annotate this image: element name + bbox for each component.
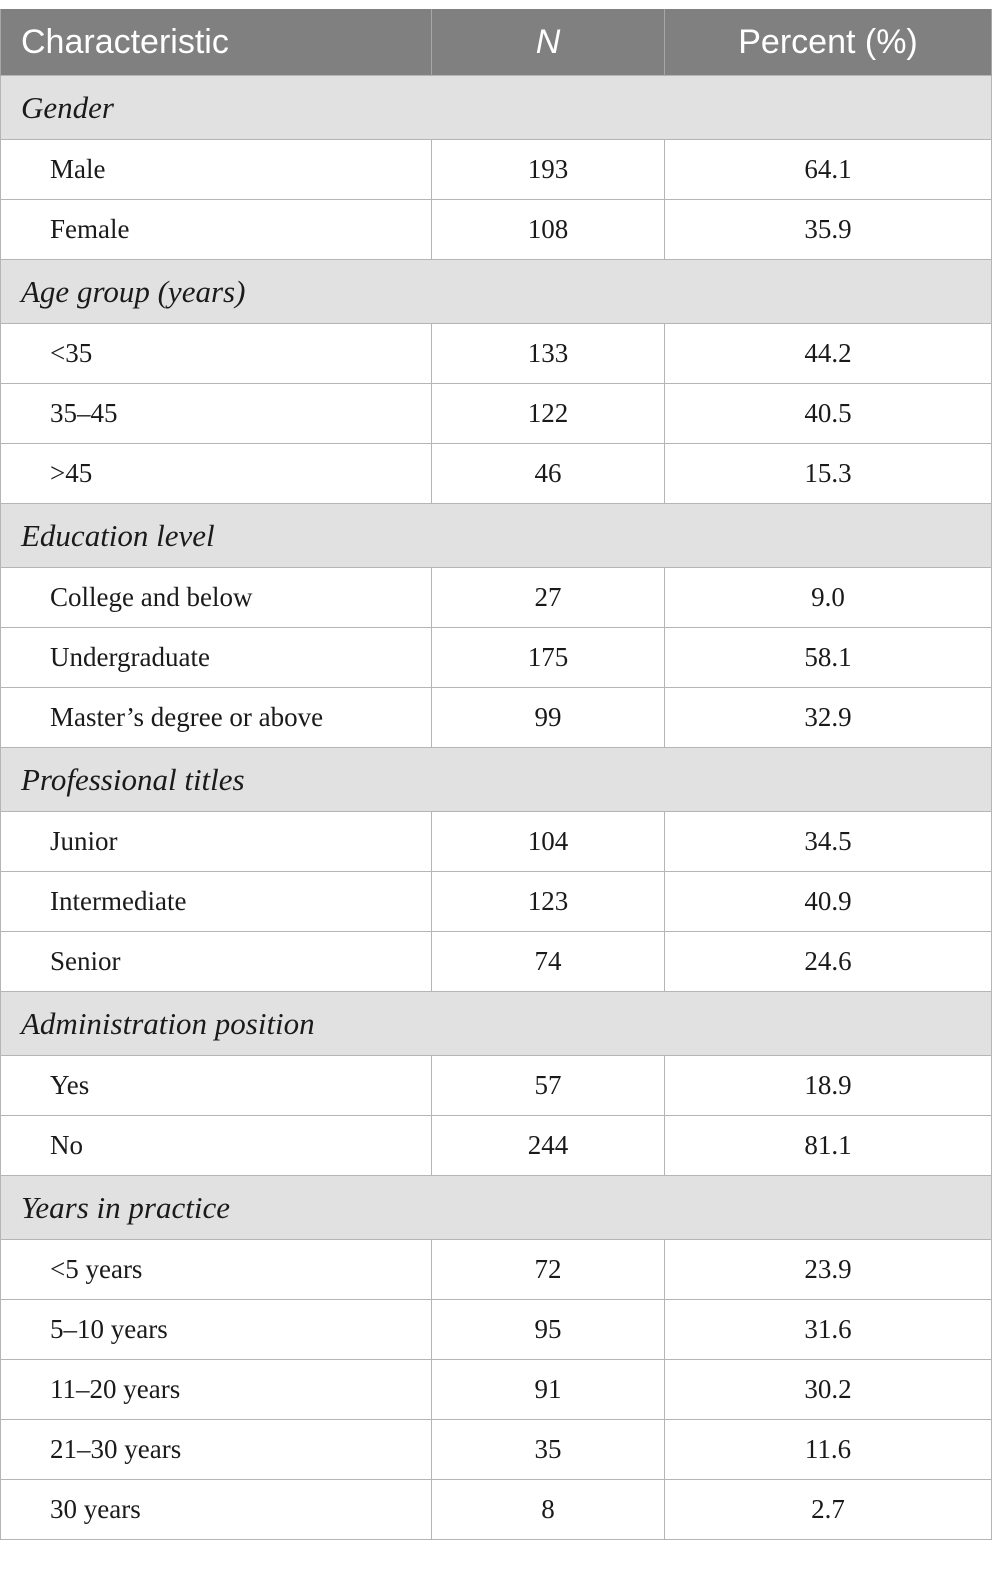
table-row — [1, 932, 992, 992]
table-row — [1, 324, 992, 384]
row-percent: 18.9 — [665, 1056, 992, 1116]
section-row-administration-position — [1, 992, 992, 1056]
row-n: 108 — [432, 200, 665, 260]
row-label: <35 — [1, 324, 432, 384]
row-label: 21–30 years — [1, 1420, 432, 1480]
row-percent: 35.9 — [665, 200, 992, 260]
row-percent: 2.7 — [665, 1480, 992, 1540]
row-label: Male — [1, 140, 432, 200]
row-percent: 34.5 — [665, 812, 992, 872]
row-label: 11–20 years — [1, 1360, 432, 1420]
table-row — [1, 688, 992, 748]
section-title: Education level — [1, 504, 992, 568]
row-percent: 44.2 — [665, 324, 992, 384]
row-label: 35–45 — [1, 384, 432, 444]
row-percent: 30.2 — [665, 1360, 992, 1420]
row-n: 35 — [432, 1420, 665, 1480]
row-label: Intermediate — [1, 872, 432, 932]
row-percent: 40.9 — [665, 872, 992, 932]
row-percent: 31.6 — [665, 1300, 992, 1360]
row-percent: 11.6 — [665, 1420, 992, 1480]
row-label: <5 years — [1, 1240, 432, 1300]
table-row — [1, 1480, 992, 1540]
row-n: 133 — [432, 324, 665, 384]
row-n: 91 — [432, 1360, 665, 1420]
row-n: 27 — [432, 568, 665, 628]
row-label: College and below — [1, 568, 432, 628]
section-row-years-in-practice — [1, 1176, 992, 1240]
table-row — [1, 444, 992, 504]
row-percent: 64.1 — [665, 140, 992, 200]
row-n: 95 — [432, 1300, 665, 1360]
row-n: 175 — [432, 628, 665, 688]
row-n: 193 — [432, 140, 665, 200]
table-row — [1, 1300, 992, 1360]
row-label: Master’s degree or above — [1, 688, 432, 748]
table-row — [1, 200, 992, 260]
row-percent: 40.5 — [665, 384, 992, 444]
header-percent: Percent (%) — [665, 9, 992, 76]
section-title: Administration position — [1, 992, 992, 1056]
row-n: 74 — [432, 932, 665, 992]
table-row — [1, 812, 992, 872]
section-row-professional-titles — [1, 748, 992, 812]
row-percent: 24.6 — [665, 932, 992, 992]
section-row-age-group — [1, 260, 992, 324]
row-n: 57 — [432, 1056, 665, 1116]
table-row — [1, 1056, 992, 1116]
row-percent: 81.1 — [665, 1116, 992, 1176]
table-row — [1, 568, 992, 628]
row-label: Female — [1, 200, 432, 260]
row-n: 104 — [432, 812, 665, 872]
row-percent: 15.3 — [665, 444, 992, 504]
section-row-gender — [1, 76, 992, 140]
header-row — [1, 9, 992, 76]
table-body — [1, 76, 992, 1540]
section-title: Years in practice — [1, 1176, 992, 1240]
row-percent: 58.1 — [665, 628, 992, 688]
table-row — [1, 1420, 992, 1480]
table-row — [1, 140, 992, 200]
row-label: Undergraduate — [1, 628, 432, 688]
row-n: 123 — [432, 872, 665, 932]
row-percent: 32.9 — [665, 688, 992, 748]
row-label: Senior — [1, 932, 432, 992]
row-n: 122 — [432, 384, 665, 444]
row-n: 244 — [432, 1116, 665, 1176]
row-label: Yes — [1, 1056, 432, 1116]
row-percent: 9.0 — [665, 568, 992, 628]
section-title: Gender — [1, 76, 992, 140]
table-header — [1, 9, 992, 76]
row-label: 5–10 years — [1, 1300, 432, 1360]
row-label: Junior — [1, 812, 432, 872]
row-percent: 23.9 — [665, 1240, 992, 1300]
row-n: 46 — [432, 444, 665, 504]
table-row — [1, 384, 992, 444]
row-label: 30 years — [1, 1480, 432, 1540]
section-title: Professional titles — [1, 748, 992, 812]
header-n: N — [432, 9, 665, 76]
section-row-education-level — [1, 504, 992, 568]
row-label: >45 — [1, 444, 432, 504]
row-label: No — [1, 1116, 432, 1176]
table-row — [1, 1240, 992, 1300]
row-n: 99 — [432, 688, 665, 748]
row-n: 72 — [432, 1240, 665, 1300]
table-row — [1, 1360, 992, 1420]
table-row — [1, 872, 992, 932]
row-n: 8 — [432, 1480, 665, 1540]
demographics-table — [0, 9, 992, 1540]
header-characteristic: Characteristic — [1, 9, 432, 76]
table-row — [1, 628, 992, 688]
table-row — [1, 1116, 992, 1176]
section-title: Age group (years) — [1, 260, 992, 324]
